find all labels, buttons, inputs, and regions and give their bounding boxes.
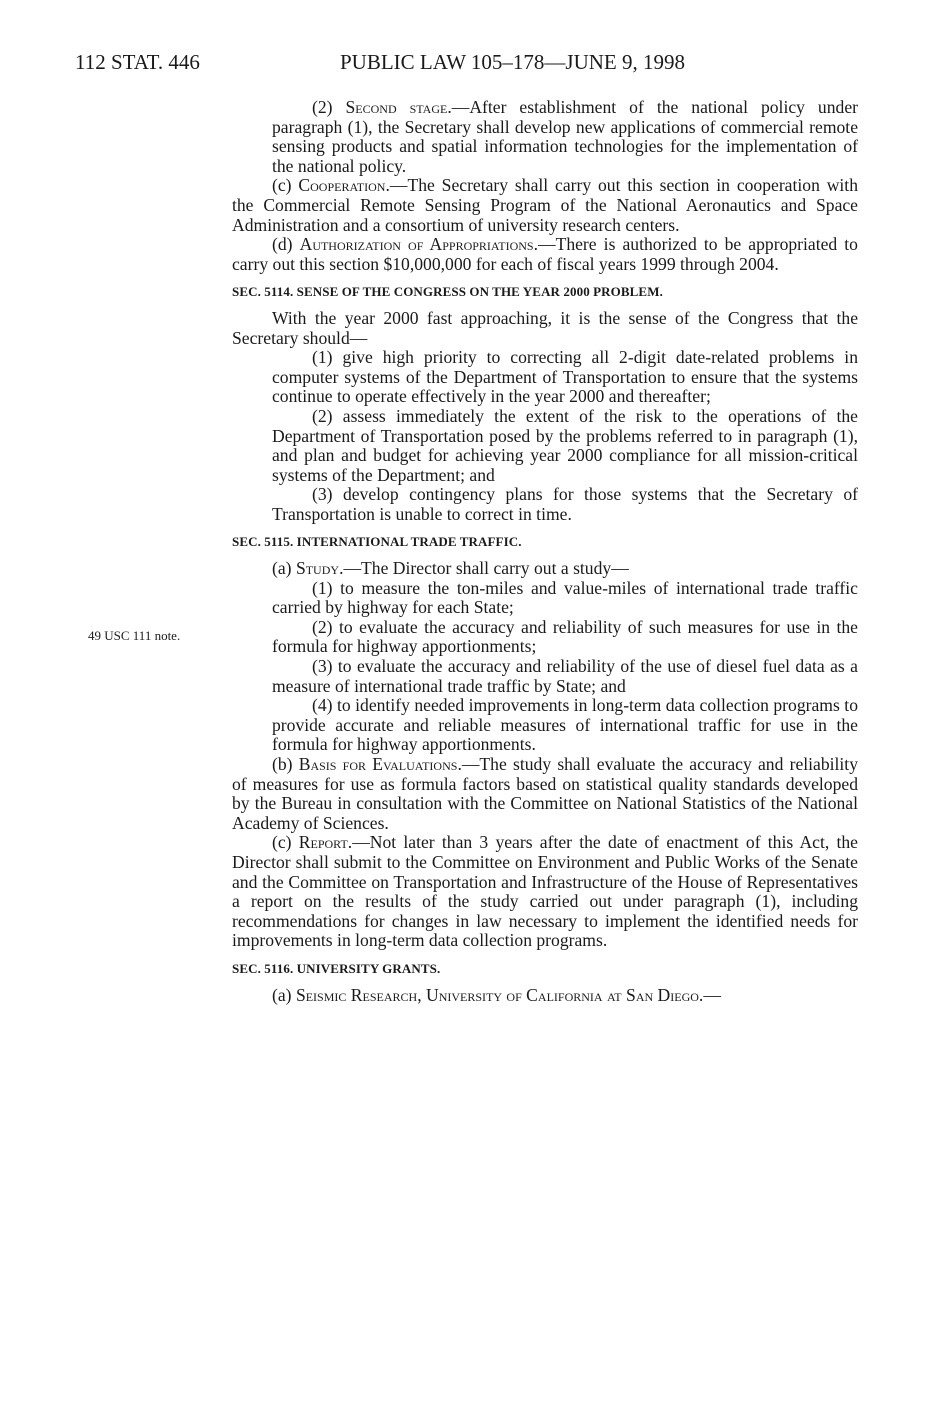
paragraph-item-2: (2) assess immediately the extent of the risk to the operations of the Department of Transportation posed by the problems referred to in paragraph (1), and plan and budget for achieving year 2000 compliance for all mission-critical systems of the Department; and — [272, 405, 858, 485]
paragraph-seismic-research: (a) Seismic Research, University of California at San Diego.— — [272, 984, 721, 1005]
paragraph-study-item-1: (1) to measure the ton-miles and value-miles of international trade traffic carried by highway for each State; — [272, 577, 858, 618]
paragraph-cooperation: (c) Cooperation.—The Secretary shall carry out this section in cooperation with the Commercial Remote Sensing Program of the National Aeronautics and Space Administration and a consortium of university research centers. — [232, 175, 858, 235]
page-header — [0, 50, 949, 80]
page-stat-citation: 112 STAT. 446 — [75, 50, 200, 74]
paragraph-study-item-2: (2) to evaluate the accuracy and reliability of such measures for use in the formula for highway apportionments; — [272, 616, 858, 657]
paragraph-item-1: (1) give high priority to correcting all 2-digit date-related problems in computer systems of the Department of Transportation to ensure that the systems continue to operate effectively in the year 2000 and thereafter; — [272, 347, 858, 407]
paragraph-study-item-4: (4) to identify needed improvements in long-term data collection programs to provide accurate and reliable measures of international traffic for use in the formula for highway apportionments. — [272, 695, 858, 755]
paragraph-study-item-3: (3) to evaluate the accuracy and reliability of the use of diesel fuel data as a measure of international trade traffic by State; and — [272, 656, 858, 696]
document-body — [232, 98, 858, 1005]
running-head: PUBLIC LAW 105–178—JUNE 9, 1998 — [340, 50, 686, 74]
section-heading-5114: SEC. 5114. SENSE OF THE CONGRESS ON THE YEAR 2000 PROBLEM. — [232, 284, 663, 300]
paragraph-authorization: (d) Authorization of Appropriations.—There is authorized to be appropriated to carry out this section $10,000,000 for each of fiscal years 1999 through 2004. — [232, 234, 858, 274]
paragraph-second-stage: (2) Second stage.—After establishment of the national policy under paragraph (1), the Secretary shall develop new applications of commercial remote sensing products and spatial information technologies for the implementation of the national policy. — [272, 97, 858, 176]
section-heading-5115: SEC. 5115. INTERNATIONAL TRADE TRAFFIC. — [232, 534, 522, 550]
paragraph-report: (c) Report.—Not later than 3 years after the date of enactment of this Act, the Director shall submit to the Committee on Environment and Public Works of the Senate and the Committee on Transportation and Infrastructure of the House of Representatives a report on the results of the study carried out under paragraph (1), including recommendations for changes in law necessary to implement the identified needs for improvements in long-term data collection programs. — [232, 832, 858, 951]
margin-note-usc: 49 USC 111 note. — [88, 628, 181, 643]
paragraph-study: (a) Study.—The Director shall carry out a study— — [272, 558, 629, 579]
paragraph-basis-evaluations: (b) Basis for Evaluations.—The study shall evaluate the accuracy and reliability of measures for use as formula factors based on statistical quality standards developed by the Bureau in consultation with the Committee on National Statistics of the National Academy of Sciences. — [232, 754, 858, 833]
paragraph-sense-intro: With the year 2000 fast approaching, it is the sense of the Congress that the Secretary should— — [232, 307, 858, 348]
paragraph-item-3: (3) develop contingency plans for those systems that the Secretary of Transportation is unable to correct in time. — [272, 484, 858, 524]
section-heading-5116: SEC. 5116. UNIVERSITY GRANTS. — [232, 960, 441, 976]
